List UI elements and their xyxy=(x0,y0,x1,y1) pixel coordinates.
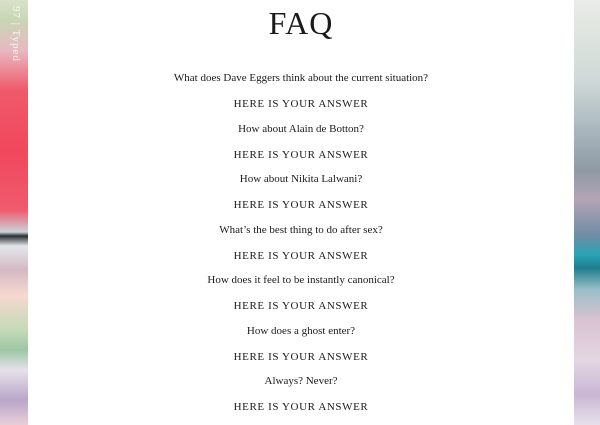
faq-answer: HERE IS YOUR ANSWER xyxy=(233,98,369,110)
faq-item xyxy=(28,273,574,324)
faq-question: How does a ghost enter? xyxy=(246,324,356,337)
faq-answer: HERE IS YOUR ANSWER xyxy=(233,350,369,363)
faq-list xyxy=(28,71,574,425)
right-decorative-strip xyxy=(574,0,600,425)
faq-question: How about Alain de Botton? xyxy=(238,122,364,135)
strip-vertical-label: 97 | Typed xyxy=(10,6,22,62)
faq-question: What does Dave Eggers think about the current situation? xyxy=(173,72,429,84)
faq-question: How does it feel to be instantly canonical? xyxy=(207,274,395,286)
faq-item xyxy=(28,324,574,375)
faq-item xyxy=(28,71,574,122)
left-decorative-strip xyxy=(0,0,28,425)
faq-question: Always? Never? xyxy=(264,375,338,387)
faq-answer: HERE IS YOUR ANSWER xyxy=(233,401,369,413)
faq-page xyxy=(28,0,574,425)
faq-question: How about Nikita Lalwani? xyxy=(239,173,363,185)
faq-answer: HERE IS YOUR ANSWER xyxy=(233,300,369,312)
faq-question: What’s the best thing to do after sex? xyxy=(219,223,383,236)
faq-item xyxy=(28,172,574,223)
faq-answer: HERE IS YOUR ANSWER xyxy=(233,148,369,161)
faq-item xyxy=(28,374,574,425)
page-title: FAQ xyxy=(268,5,334,41)
faq-item xyxy=(28,223,574,274)
faq-item xyxy=(28,122,574,173)
faq-answer: HERE IS YOUR ANSWER xyxy=(233,249,369,262)
faq-answer: HERE IS YOUR ANSWER xyxy=(233,199,369,211)
